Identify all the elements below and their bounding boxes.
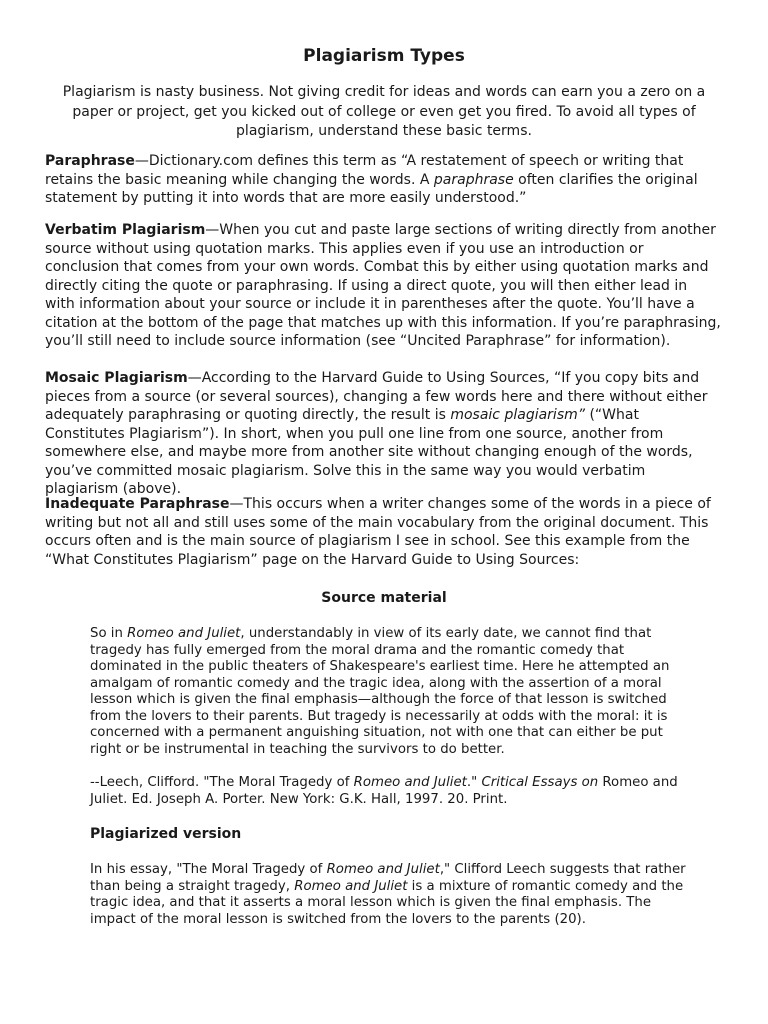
- page-title: Plagiarism Types: [303, 46, 465, 66]
- citation-text-2: .": [466, 775, 482, 790]
- plagiarized-text-2: ," Clifford Leech suggests that rather than being a straight tragedy,: [90, 862, 686, 894]
- source-citation: [90, 775, 690, 808]
- paraphrase-term: Paraphrase: [45, 153, 135, 169]
- source-text-1: So in: [90, 626, 128, 641]
- plagiarized-text-1: In his essay, "The Moral Tragedy of: [90, 862, 327, 877]
- source-material-heading: Source material: [321, 590, 447, 606]
- verbatim-text: —When you cut and paste large sections of writing directly from another source without using quotation marks. This applies even if you use an introduction or conclusion that comes from your own words. Combat this by either using quotation marks and directly citing the quote or paraphrasing. If using a direct quote, you will then either lead in with information about your source or include it in parentheses after the quote. You’ll have a citation at the bottom of the page that matches up with this information. If you’re paraphrasing, you’ll still need to include source information (see “Uncited Paraphrase” for information).: [45, 222, 721, 349]
- source-text-2: , understandably in view of its early date, we cannot find that tragedy has fully emerged from the moral drama and the romantic comedy that dominated in the public theaters of Shakespeare's earliest time. Here he attempted an amalgam of romantic comedy and the tragic idea, along with the assertion of a moral lesson which is given the final emphasis—although the force of that lesson is switched from the lovers to their parents. But tragedy is necessarily at odds with the moral: it is concerned with a permanent anguishing situation, not with one that can either be put right or be instrumental in teaching the survivors to do better.: [90, 626, 670, 757]
- inadequate-definition: [45, 495, 721, 569]
- plagiarized-version-heading: Plagiarized version: [90, 826, 242, 842]
- paraphrase-text-1: —Dictionary.com defines this term as “A restatement of speech or writing that retains the basic meaning while changing the words. A: [45, 153, 684, 188]
- verbatim-definition: [45, 221, 721, 351]
- inadequate-text: —This occurs when a writer changes some of the words in a piece of writing but not all and still uses some of the main vocabulary from the original document. This occurs often and is the main source of plagiarism I see in school. See this example from the “What Constitutes Plagiarism” page on the Harvard Guide to Using Sources:: [45, 496, 711, 568]
- plagiarized-text-3: is a mixture of romantic comedy and the tragic idea, and that it asserts a moral lesson which is given the final emphasis. The impact of the moral lesson is switched from the lovers to the parents (20).: [90, 878, 684, 927]
- mosaic-text-2: (“What Constitutes Plagiarism”). In short, when you pull one line from one source, another from somewhere else, and maybe more from another site without changing enough of the words, you’ve committed mosaic plagiarism. Solve this in the same way you would verbatim plagiarism (above).: [45, 407, 693, 497]
- mosaic-emphasis: mosaic plagiarism”: [450, 407, 585, 423]
- citation-emphasis-1: Romeo and Juliet: [353, 775, 467, 790]
- mosaic-term: Mosaic Plagiarism: [45, 370, 188, 386]
- citation-text-1: --Leech, Clifford. "The Moral Tragedy of: [90, 775, 354, 790]
- paraphrase-definition: [45, 152, 721, 208]
- mosaic-text-1: —According to the Harvard Guide to Using Sources, “If you copy bits and pieces from a source (or several sources), changing a few words here and there without either adequately paraphrasing or quoting directly, the result is: [45, 370, 708, 423]
- intro-paragraph: Plagiarism is nasty business. Not giving credit for ideas and words can earn you a zero on a paper or project, get you kicked out of college or even get you fired. To avoid all types of plagiarism, understand these basic terms.: [62, 84, 706, 139]
- paraphrase-text-2: often clarifies the original statement by putting it into words that are more easily understood.”: [45, 171, 698, 206]
- verbatim-term: Verbatim Plagiarism: [45, 222, 206, 238]
- source-emphasis: Romeo and Juliet: [127, 626, 241, 641]
- plagiarized-emphasis-1: Romeo and Juliet: [326, 862, 440, 877]
- citation-emphasis-2: Critical Essays on: [481, 775, 599, 790]
- source-excerpt: [90, 626, 690, 758]
- inadequate-term: Inadequate Paraphrase: [45, 496, 230, 512]
- plagiarized-emphasis-2: Romeo and Juliet: [294, 878, 408, 894]
- paraphrase-emphasis: paraphrase: [433, 171, 514, 188]
- plagiarized-excerpt: [90, 862, 690, 928]
- mosaic-definition: [45, 369, 721, 499]
- citation-text-3: Romeo and Juliet. Ed. Joseph A. Porter. New York: G.K. Hall, 1997. 20. Print.: [90, 775, 678, 807]
